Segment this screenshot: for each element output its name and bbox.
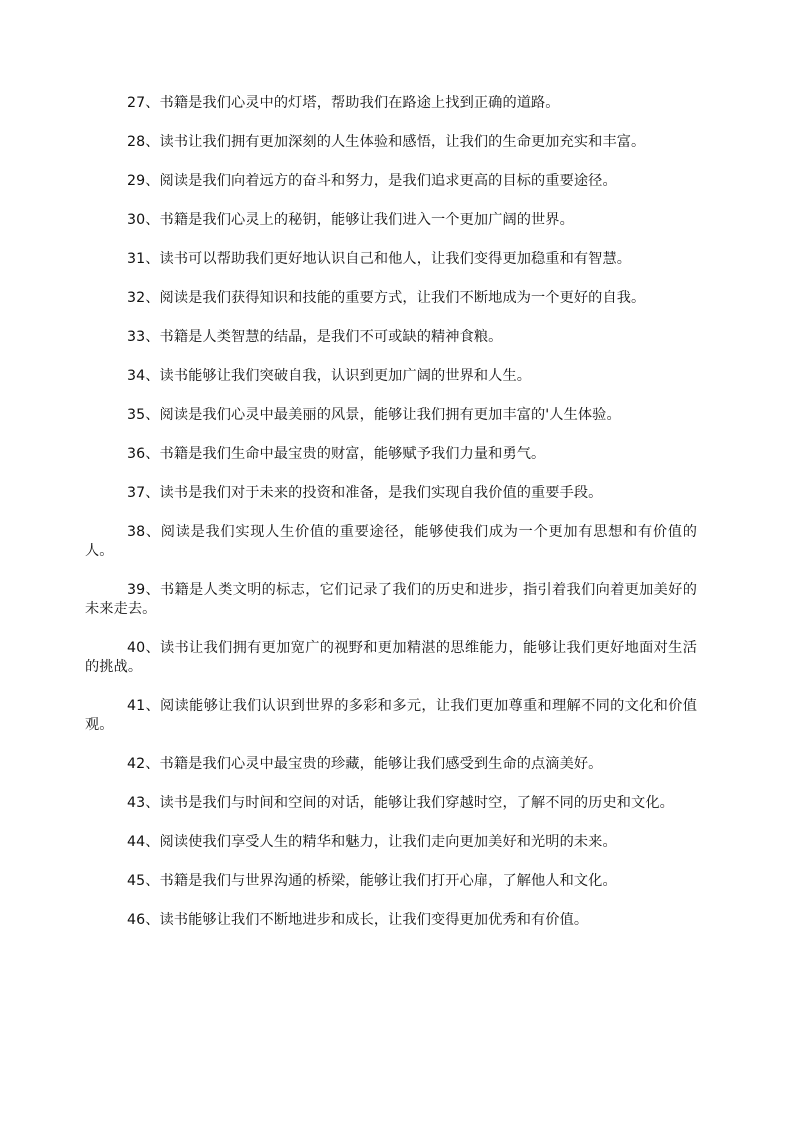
document-body bbox=[85, 94, 697, 950]
paragraph-29: 29、阅读是我们向着远方的奋斗和努力，是我们追求更高的目标的重要途径。 bbox=[127, 173, 617, 189]
paragraph-40: 40、读书让我们拥有更加宽广的视野和更加精湛的思维能力，能够让我们更好地面对生活的挑战。 bbox=[85, 640, 697, 675]
paragraph-27: 27、书籍是我们心灵中的灯塔，帮助我们在路途上找到正确的道路。 bbox=[127, 95, 560, 111]
paragraph-45: 45、书籍是我们与世界沟通的桥梁，能够让我们打开心扉，了解他人和文化。 bbox=[127, 873, 617, 889]
paragraph-42: 42、书籍是我们心灵中最宝贵的珍藏，能够让我们感受到生命的点滴美好。 bbox=[127, 756, 603, 772]
paragraph-28: 28、读书让我们拥有更加深刻的人生体验和感悟，让我们的生命更加充实和丰富。 bbox=[127, 134, 646, 150]
paragraph-32: 32、阅读是我们获得知识和技能的重要方式，让我们不断地成为一个更好的自我。 bbox=[127, 290, 646, 306]
paragraph-39: 39、书籍是人类文明的标志，它们记录了我们的历史和进步，指引着我们向着更加美好的未来走去。 bbox=[85, 582, 697, 617]
paragraph-37: 37、读书是我们对于未来的投资和准备，是我们实现自我价值的重要手段。 bbox=[127, 485, 603, 501]
paragraph-46: 46、读书能够让我们不断地进步和成长，让我们变得更加优秀和有价值。 bbox=[127, 912, 589, 928]
paragraph-31: 31、读书可以帮助我们更好地认识自己和他人，让我们变得更加稳重和有智慧。 bbox=[127, 251, 632, 267]
paragraph-30: 30、书籍是我们心灵上的秘钥，能够让我们进入一个更加广阔的世界。 bbox=[127, 212, 574, 228]
paragraph-43: 43、读书是我们与时间和空间的对话，能够让我们穿越时空，了解不同的历史和文化。 bbox=[127, 795, 674, 811]
paragraph-35: 35、阅读是我们心灵中最美丽的风景，能够让我们拥有更加丰富的'人生体验。 bbox=[127, 407, 621, 423]
paragraph-41: 41、阅读能够让我们认识到世界的多彩和多元，让我们更加尊重和理解不同的文化和价值观。 bbox=[85, 698, 697, 733]
paragraph-44: 44、阅读使我们享受人生的精华和魅力，让我们走向更加美好和光明的未来。 bbox=[127, 834, 617, 850]
paragraph-34: 34、读书能够让我们突破自我，认识到更加广阔的世界和人生。 bbox=[127, 368, 532, 384]
paragraph-38: 38、阅读是我们实现人生价值的重要途径，能够使我们成为一个更加有思想和有价值的人。 bbox=[85, 524, 697, 559]
paragraph-33: 33、书籍是人类智慧的结晶，是我们不可或缺的精神食粮。 bbox=[127, 329, 503, 345]
paragraph-36: 36、书籍是我们生命中最宝贵的财富，能够赋予我们力量和勇气。 bbox=[127, 446, 546, 462]
